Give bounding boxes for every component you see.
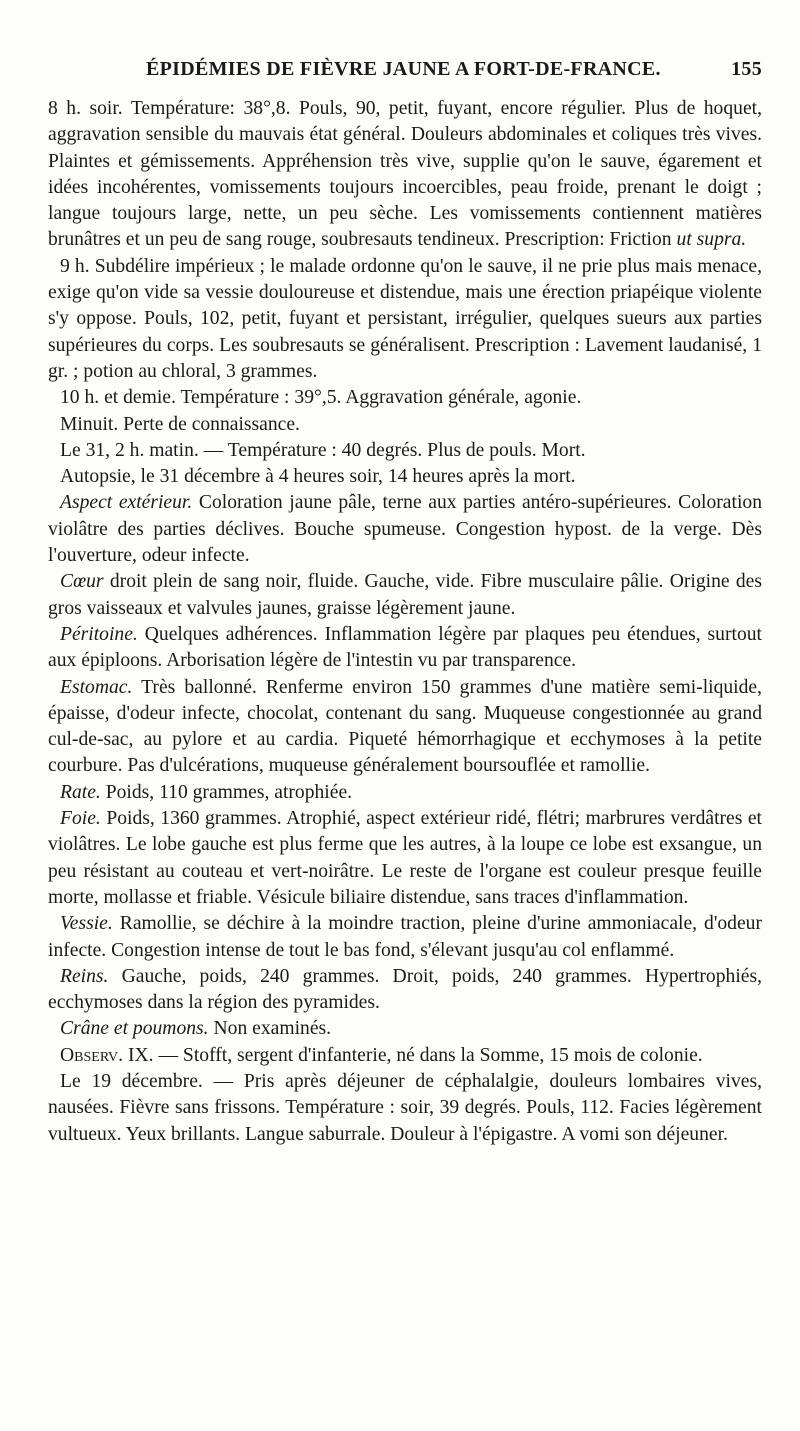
paragraph-text: Gauche, poids, 240 grammes. Droit, poids, 240 grammes. Hypertrophiés, ecchymoses dans la région des pyramides. — [48, 965, 762, 1014]
page-number: 155 — [731, 58, 762, 80]
paragraph-autopsie — [48, 464, 762, 490]
section-heading: Estomac. — [60, 676, 133, 698]
text-body — [48, 96, 762, 1148]
paragraph-rate — [48, 780, 762, 806]
paragraph-observation-ix — [48, 1043, 762, 1069]
paragraph-text: Coloration jaune pâle, terne aux parties antéro-supérieures. Coloration violâtre des parties déclives. Bouche spumeuse. Congestion hypost. de la verge. Dès l'ouverture, odeur infecte. — [48, 492, 762, 567]
paragraph-estomac — [48, 675, 762, 780]
section-heading: Vessie. — [60, 913, 113, 935]
observation-label: Observ. — [60, 1044, 124, 1066]
paragraph-text: 10 h. et demie. Température : 39°,5. Aggravation générale, agonie. — [60, 387, 582, 409]
paragraph-text: Autopsie, le 31 décembre à 4 heures soir, 14 heures après la mort. — [60, 466, 576, 488]
paragraph-text: 9 h. Subdélire impérieux ; le malade ordonne qu'on le sauve, il ne prie plus mais menace, exige qu'on vide sa vessie douloureuse et distendue, mais une érection priapéique violente s'y oppose. Pouls, 102, petit, fuyant et persistant, irrégulier, quelques sueurs aux parties supérieures du corps. Les soubresauts se généralisent. Prescription : Lavement laudanisé, 1 gr. ; potion au chloral, 3 grammes. — [48, 255, 762, 382]
paragraph-text: Le 31, 2 h. matin. — Température : 40 degrés. Plus de pouls. Mort. — [60, 439, 586, 461]
paragraph-text: 8 h. soir. Température: 38°,8. Pouls, 90, petit, fuyant, encore régulier. Plus de hoquet, aggravation sensible du mauvais état général. Douleurs abdominales et coliques très vives. Plaintes et gémissements. Appréhension très vive, supplie qu'on le sauve, égarement et idées incohérentes, vomissements toujours incoercibles, peau froide, prenant le doigt ; langue toujours large, nette, un peu sèche. Les vomissements contiennent matières brunâtres et un peu de sang rouge, soubresauts tendineux. Prescription: Friction — [48, 98, 762, 251]
paragraph-vessie — [48, 911, 762, 964]
paragraph-aspect-exterieur — [48, 490, 762, 569]
section-heading: Crâne et poumons. — [60, 1018, 209, 1040]
paragraph-8h-soir — [48, 96, 762, 254]
paragraph-text: Non examinés. — [213, 1018, 332, 1040]
paragraph-text: Poids, 1360 grammes. Atrophié, aspect extérieur ridé, flétri; marbrures verdâtres et violâtres. Le lobe gauche est plus ferme que les autres, à la loupe ce lobe est exsangue, un peu résistant au couteau et vert-noirâtre. Le reste de l'organe est couleur presque feuille morte, mollasse et friable. Vésicule biliaire distendue, sans traces d'inflammation. — [48, 808, 762, 908]
paragraph-crane-poumons — [48, 1016, 762, 1042]
paragraph-le-31 — [48, 438, 762, 464]
section-heading: Aspect extérieur. — [60, 492, 193, 514]
section-heading: Péritoine. — [60, 623, 138, 645]
paragraph-text: Le 19 décembre. — Pris après déjeuner de céphalalgie, douleurs lombaires vives, nausées. Fièvre sans frissons. Température : soir, 39 degrés. Pouls, 112. Facies légèrement vultueux. Yeux brillants. Langue saburrale. Douleur à l'épigastre. A vomi son déjeuner. — [48, 1070, 762, 1145]
paragraph-text: Ramollie, se déchire à la moindre traction, pleine d'urine ammoniacale, d'odeur infecte. Congestion intense de tout le bas fond, s'élevant jusqu'au col enflammé. — [48, 913, 762, 961]
section-heading: Reins. — [60, 965, 109, 987]
running-head — [48, 58, 762, 88]
paragraph-peritoine — [48, 622, 762, 675]
paragraph-le-19-decembre — [48, 1069, 762, 1148]
italic-term: ut supra. — [676, 229, 747, 251]
paragraph-minuit — [48, 412, 762, 438]
paragraph-text: Quelques adhérences. Inflammation légère par plaques peu étendues, surtout aux épiploons. Arborisation légère de l'intestin vu par transparence. — [48, 623, 762, 672]
paragraph-text: droit plein de sang noir, fluide. Gauche, vide. Fibre musculaire pâlie. Origine des gros vaisseaux et valvules jaunes, graisse légèrement jaune. — [48, 571, 762, 619]
section-heading: Rate. — [60, 781, 101, 803]
section-heading: Cœur — [60, 571, 104, 593]
paragraph-reins — [48, 964, 762, 1017]
paragraph-text: IX. — Stofft, sergent d'infanterie, né dans la Somme, 15 mois de colonie. — [127, 1044, 703, 1066]
paragraph-coeur — [48, 569, 762, 622]
paragraph-9h — [48, 254, 762, 385]
paragraph-foie — [48, 806, 762, 911]
paragraph-text: Très ballonné. Renferme environ 150 grammes d'une matière semi-liquide, épaisse, d'odeur infecte, chocolat, contenant du sang. Muqueuse congestionnée au grand cul-de-sac, au pylore et au cardia. Piqueté hémorrhagique et ecchymoses à la petite courbure. Pas d'ulcérations, muqueuse généralement boursouflée et ramollie. — [48, 676, 763, 777]
paragraph-text: Minuit. Perte de connaissance. — [60, 413, 300, 435]
section-heading: Foie. — [60, 808, 101, 830]
paragraph-10h — [48, 385, 762, 411]
running-title: ÉPIDÉMIES DE FIÈVRE JAUNE A FORT-DE-FRANCE. — [146, 58, 661, 80]
paragraph-text: Poids, 110 grammes, atrophiée. — [105, 781, 353, 803]
